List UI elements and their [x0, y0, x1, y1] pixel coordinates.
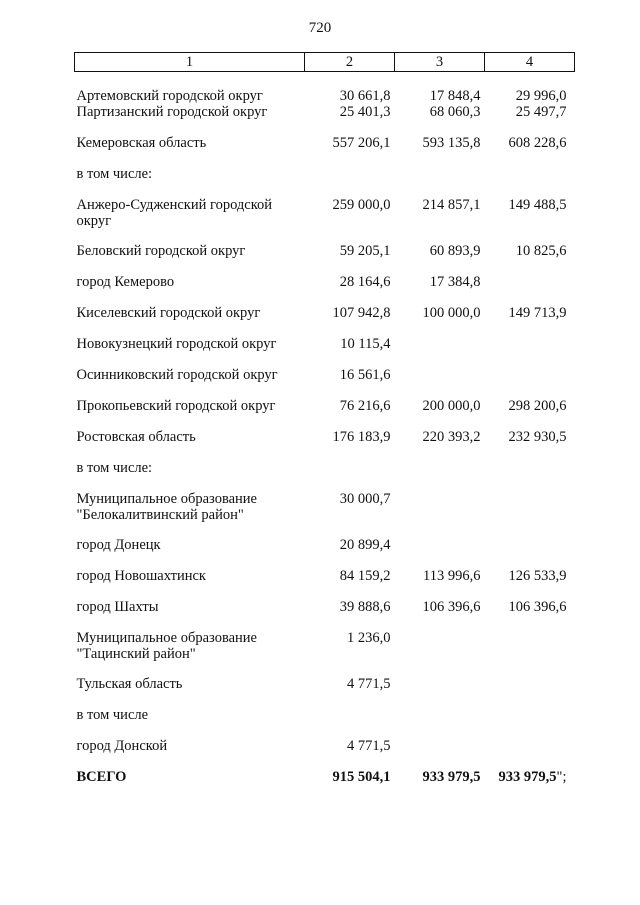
row-value-col4	[485, 630, 575, 676]
table-body	[75, 72, 575, 792]
table-row	[75, 243, 575, 274]
row-value-col3	[395, 367, 485, 398]
table-row	[75, 460, 575, 491]
row-value-col4	[485, 367, 575, 398]
row-value-col2: 30 000,7	[339, 491, 391, 507]
row-value-col2: 176 183,9	[332, 429, 391, 445]
table-row	[75, 707, 575, 738]
row-value-col2: 59 205,1	[339, 243, 391, 259]
row-value-col2: 28 164,6	[339, 274, 391, 290]
row-value-col2: 30 661,8	[339, 88, 391, 104]
table-row	[75, 197, 575, 243]
table-row	[75, 104, 575, 135]
row-name: город Шахты	[76, 599, 159, 615]
row-name: Тульская область	[76, 676, 183, 692]
row-name: Новокузнецкий городской округ	[76, 336, 277, 352]
row-value-col4: 106 396,6	[508, 599, 567, 615]
row-value-col2: 1 236,0	[347, 630, 391, 646]
row-name: в том числе:	[76, 460, 153, 476]
row-value-col3: 200 000,0	[422, 398, 481, 414]
row-value-col3: 17 384,8	[429, 274, 481, 290]
column-header-1: 1	[75, 53, 305, 72]
row-value-col4	[485, 274, 575, 305]
table-row	[75, 274, 575, 305]
row-value-col4	[485, 707, 575, 738]
row-value-col4: 149 713,9	[508, 305, 567, 321]
total-value-col4-cell	[485, 769, 575, 791]
table-header	[75, 53, 575, 72]
row-value-col4: 608 228,6	[508, 135, 567, 151]
table-row	[75, 72, 575, 105]
row-value-col2	[305, 707, 395, 738]
row-value-col3	[395, 491, 485, 537]
row-name: Муниципальное образование "Белокалитвинский район"	[76, 491, 257, 523]
row-value-col3	[395, 166, 485, 197]
table-row	[75, 398, 575, 429]
row-value-col4: 25 497,7	[515, 104, 567, 120]
column-header-3: 3	[395, 53, 485, 72]
table-row	[75, 568, 575, 599]
row-value-col2	[305, 460, 395, 491]
row-name: Артемовский городской округ	[76, 88, 263, 104]
row-value-col3	[395, 707, 485, 738]
row-name: город Донской	[76, 738, 168, 754]
row-value-col2: 25 401,3	[339, 104, 391, 120]
row-value-col4: 149 488,5	[508, 197, 567, 213]
row-name: в том числе:	[76, 166, 153, 182]
table-row	[75, 367, 575, 398]
row-value-col2: 39 888,6	[339, 599, 391, 615]
total-value-col2: 915 504,1	[332, 769, 391, 785]
row-value-col3: 68 060,3	[429, 104, 481, 120]
row-name: город Новошахтинск	[76, 568, 206, 584]
table-row	[75, 166, 575, 197]
table-row	[75, 599, 575, 630]
row-value-col3: 220 393,2	[422, 429, 481, 445]
row-name: город Донецк	[76, 537, 161, 553]
row-name: Ростовская область	[76, 429, 196, 445]
total-row	[75, 769, 575, 791]
row-value-col4	[485, 738, 575, 769]
row-value-col2: 76 216,6	[339, 398, 391, 414]
row-name: Анжеро-Судженский городской округ	[76, 197, 273, 229]
row-value-col4	[485, 537, 575, 568]
column-header-4: 4	[485, 53, 575, 72]
row-value-col3: 17 848,4	[429, 88, 481, 104]
row-value-col3	[395, 738, 485, 769]
column-header-2: 2	[305, 53, 395, 72]
header-row	[75, 53, 575, 72]
row-value-col4: 29 996,0	[515, 88, 567, 104]
row-value-col3: 214 857,1	[422, 197, 481, 213]
closing-quote-suffix: ";	[556, 769, 567, 785]
row-name: Киселевский городской округ	[76, 305, 261, 321]
budget-table	[74, 52, 575, 791]
row-value-col2: 107 942,8	[332, 305, 391, 321]
row-value-col4	[485, 166, 575, 197]
table-row	[75, 305, 575, 336]
page-number: 720	[308, 20, 332, 36]
row-value-col3	[395, 460, 485, 491]
row-name: Осинниковский городской округ	[76, 367, 278, 383]
row-value-col3	[395, 676, 485, 707]
row-value-col2: 10 115,4	[340, 336, 391, 352]
row-value-col3: 113 996,6	[423, 568, 481, 584]
row-value-col4: 10 825,6	[515, 243, 567, 259]
row-value-col2: 4 771,5	[347, 738, 391, 754]
row-value-col2	[305, 166, 395, 197]
total-label: ВСЕГО	[76, 769, 127, 785]
row-name: Прокопьевский городской округ	[76, 398, 276, 414]
row-value-col4	[485, 491, 575, 537]
row-value-col4	[485, 336, 575, 367]
row-name: в том числе	[76, 707, 149, 723]
row-value-col4	[485, 676, 575, 707]
row-value-col2: 4 771,5	[347, 676, 391, 692]
row-value-col2: 16 561,6	[339, 367, 391, 383]
total-value-col3: 933 979,5	[422, 769, 481, 785]
row-value-col3: 106 396,6	[422, 599, 481, 615]
row-value-col4: 298 200,6	[508, 398, 567, 414]
row-value-col3: 60 893,9	[429, 243, 481, 259]
row-name: Муниципальное образование "Тацинский район"	[76, 630, 257, 662]
row-value-col2: 20 899,4	[339, 537, 391, 553]
row-value-col4: 126 533,9	[508, 568, 567, 584]
row-value-col4	[485, 460, 575, 491]
table-row	[75, 537, 575, 568]
row-value-col3	[395, 630, 485, 676]
row-name: Беловский городской округ	[76, 243, 246, 259]
table-row	[75, 336, 575, 367]
table-row	[75, 676, 575, 707]
row-value-col3	[395, 537, 485, 568]
total-value-col4: 933 979,5	[498, 769, 557, 785]
table-row	[75, 491, 575, 537]
table-row	[75, 135, 575, 166]
row-value-col4: 232 930,5	[508, 429, 567, 445]
table-row	[75, 429, 575, 460]
row-value-col3: 593 135,8	[422, 135, 481, 151]
row-value-col3	[395, 336, 485, 367]
table-row	[75, 630, 575, 676]
table-row	[75, 738, 575, 769]
row-name: город Кемерово	[76, 274, 175, 290]
row-value-col3: 100 000,0	[422, 305, 481, 321]
row-name: Кемеровская область	[76, 135, 207, 151]
row-value-col2: 259 000,0	[332, 197, 391, 213]
row-value-col2: 557 206,1	[332, 135, 391, 151]
row-name: Партизанский городской округ	[76, 104, 268, 120]
row-value-col2: 84 159,2	[339, 568, 391, 584]
